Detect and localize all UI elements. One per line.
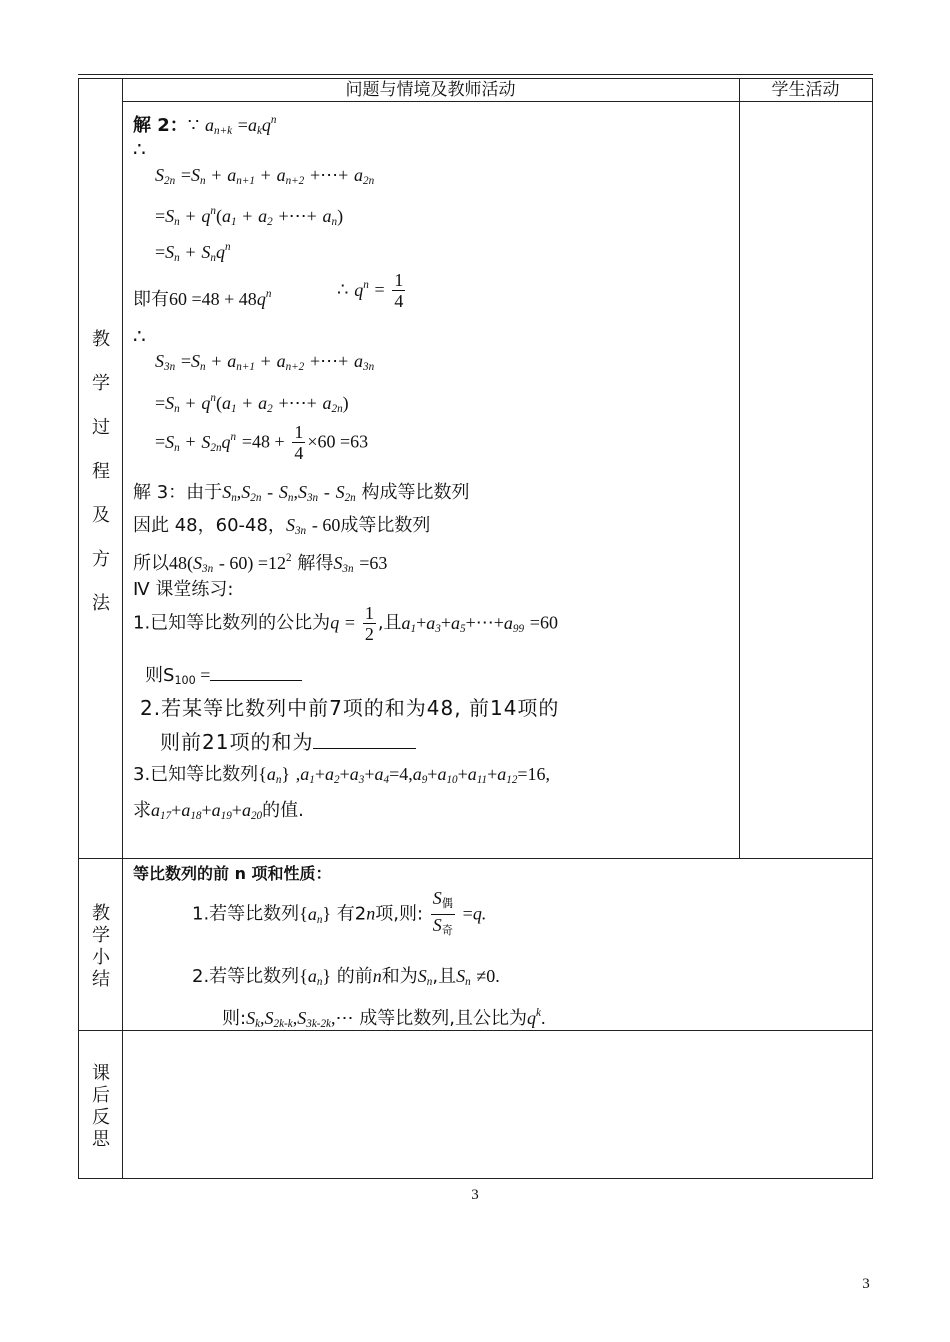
sol2-eq6: $=S_n + q^n(a_1 + a_2$ +⋯+ $a_{2n}$) xyxy=(155,392,349,415)
answer-blank-2[interactable] xyxy=(313,728,416,749)
practice-q2-line1: 2.若某等比数列中前7项的和为48, 前14项的 xyxy=(140,696,560,720)
header-student: 学生活动 xyxy=(771,80,840,100)
row-label-reflection: 课 后 反 思 xyxy=(92,1063,110,1150)
answer-blank-1[interactable] xyxy=(210,662,302,681)
summary-title: 等比数列的前 n 项和性质： xyxy=(133,864,332,883)
page-number-corner: 3 xyxy=(862,1276,870,1292)
sol2-eq4-result: ∴ $q^n$ = $\frac{1}{4}$ xyxy=(337,270,404,311)
page-number-center: 3 xyxy=(471,1187,479,1203)
sol2-eq1: $S_{2n} =S_n + a_{n+1} + a_{n+2}$ +⋯+ $a_{2n}$ xyxy=(155,165,375,187)
table-border-bottom xyxy=(78,1178,873,1179)
label-column-divider xyxy=(122,78,123,1179)
sol2-eq3: $=S_n + S_nq^n$ xyxy=(155,241,231,264)
sol3-line2: 因此 48，60-48，$S_{3n} - 60$成等比数列 xyxy=(133,515,431,537)
header-main: 问题与情境及教师活动 xyxy=(345,80,516,100)
practice-q1-ask: 则$S_{100}$ = xyxy=(145,662,302,693)
summary-item2: 2.若等比数列$\{a_n\}$ 的前n和为$S_n$,且$S_n \ne 0$. xyxy=(192,966,500,988)
sol2-eq2: $=S_n + q^n(a_1 + a_2$ +⋯+ $a_n$) xyxy=(155,205,344,228)
student-column-divider xyxy=(739,78,740,859)
practice-title: Ⅳ 课堂练习: xyxy=(133,579,234,600)
row-divider-1 xyxy=(78,858,873,859)
sol3-line1: 解 3：由于$S_n,S_{2n} - S_n,S_{3n} - S_{2n}$ 构成等比数列 xyxy=(133,482,470,504)
table-border-left xyxy=(78,78,79,1179)
row-label-summary: 教 学 小 结 xyxy=(92,903,110,990)
sol2-therefore-2: ∴ xyxy=(133,326,146,348)
practice-q2-line2: 则前21项的和为 xyxy=(160,728,416,754)
summary-item3: 则$:S_k,S_{2k-k},S_{3k-2k},\cdots$ 成等比数列,且公比为$q^k$. xyxy=(222,1007,546,1030)
summary-item1: 1.若等比数列$\{a_n\}$ 有2n项,则: $\frac{S_偶}{S_奇}$ =q. xyxy=(192,888,487,937)
practice-q1: 1.已知等比数列的公比为q = $\frac{1}{2}$ ,且$a_1+a_3+a_5+\cdots+a_{99} =60$ xyxy=(133,603,558,644)
practice-q3-ask: 求$a_{17}+a_{18}+a_{19}+a_{20}$的值. xyxy=(133,800,304,822)
table-border-right xyxy=(872,78,873,1179)
row-label-process: 教 学 过 程 及 方 法 xyxy=(92,329,110,614)
header-divider xyxy=(122,101,873,102)
sol2-line1: 解 2：∵ $a_{n+k} =a_kq^n$ xyxy=(133,114,277,137)
practice-q3: 3.已知等比数列$\{a_n\}$ $,a_1+a_2+a_3+a_4=4,a_9+a_{10}+a_{11}+a_{12}=16$, xyxy=(133,764,551,786)
sol3-line3: 所以$48(S_{3n} - 60) =12^2$ 解得$S_{3n} =63$ xyxy=(133,552,388,575)
sol2-eq7: $=S_n + S_{2n}q^n =48$ + $\frac{1}{4}$ ×60 =63 xyxy=(155,422,369,463)
top-rule xyxy=(78,74,873,75)
sol2-eq5: $S_{3n} =S_n + a_{n+1} + a_{n+2}$ +⋯+ $a_{3n}$ xyxy=(155,351,375,373)
sol2-eq4: 即有$60 =48 + 48q^n$ xyxy=(133,288,272,310)
sol2-therefore-1: ∴ xyxy=(133,139,146,161)
